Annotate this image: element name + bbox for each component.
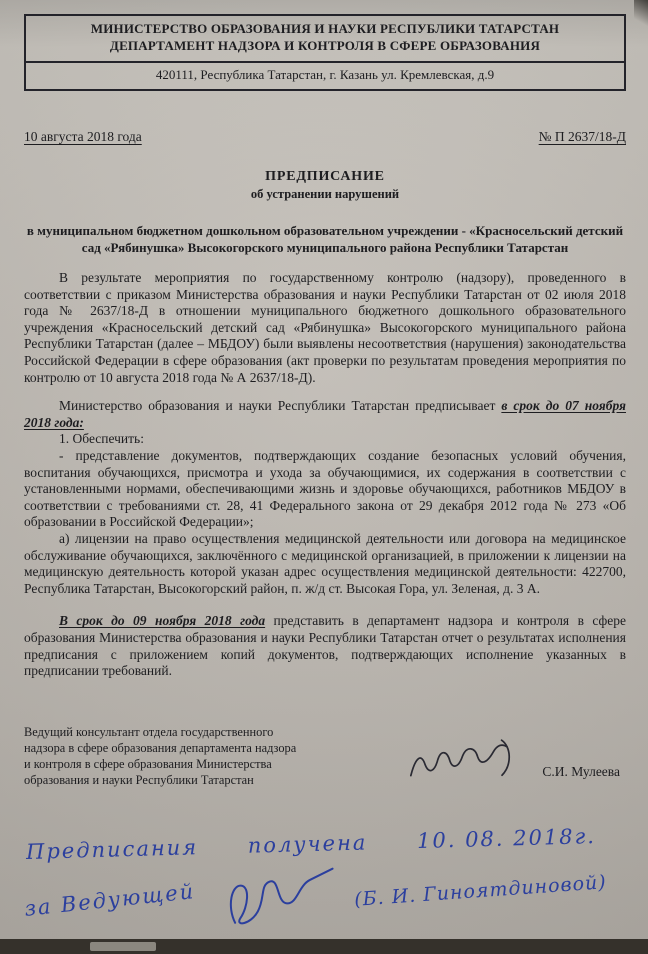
title-block <box>24 169 626 202</box>
document-title: ПРЕДПИСАНИЕ <box>265 168 385 184</box>
handwritten-line-1 <box>26 824 596 864</box>
signer-position-line: Ведущий консультант отдела государственного <box>24 724 274 739</box>
handwritten-note <box>24 824 626 954</box>
letterhead-title <box>26 16 624 63</box>
paragraph-2-text: Министерство образования и науки Республики Татарстан предписывает <box>59 398 502 414</box>
list-item-1: 1. Обеспечить: <box>59 431 144 447</box>
handwritten-word-2: получена <box>247 830 368 858</box>
signer-position <box>24 724 376 789</box>
handwritten-word-1: Предписания <box>25 834 199 864</box>
signature-block <box>24 724 626 820</box>
paragraph-1: В результате мероприятия по государственному контролю (надзору), проведенного в соответствии с приказом Министерства образования и науки Республики Татарстан от 02 июля 2018 года № 2637/18-Д в отношении муниципального бюджетного дошкольного образовательного учреждения «Красносельский детский сад «Рябинушка» Высокогорского муниципального района Республики Татарстан (далее – МБДОУ) были выявлены несоответствия (нарушения) законодательства Российской Федерации в сфере образования (акт проверки по результатам проведения мероприятия по контролю от 10 августа 2018 года № А 2637/18-Д). <box>24 270 626 385</box>
photo-corner-shadow <box>634 0 648 30</box>
document-subtitle: об устранении нарушений <box>250 186 400 201</box>
letterhead <box>24 14 626 91</box>
signer-name: С.И. Мулеева <box>542 763 620 779</box>
recipient-signature-autograph <box>216 857 347 936</box>
paragraph-2 <box>24 398 626 431</box>
signer-position-line: образования и науки Республики Татарстан <box>24 773 254 788</box>
handwritten-line-2-left: за Ведующей <box>23 878 197 921</box>
letterhead-address: 420111, Республика Татарстан, г. Казань ул. Кремлевская, д.9 <box>155 66 495 82</box>
paragraph-3 <box>24 613 626 679</box>
document-date: 10 августа 2018 года <box>24 128 142 144</box>
muleeva-signature-autograph <box>405 736 520 788</box>
document-number: № П 2637/18-Д <box>538 128 626 144</box>
deadline-1: в срок до 07 ноября 2018 года: <box>24 398 626 430</box>
list-item-1a: - представление документов, подтверждающих создание безопасных условий обучения, воспитания обучающихся, присмотра и ухода за обучающимися, их содержания в соответствии с установленными нормами, обеспечивающими жизнь и здоровье обучающихся, работников МБДОУ в соответствии с требованиями ст. 28, 41 Федерального закона от 29 декабря 2012 года № 273 «Об образовании в Российской Федерации»; <box>24 448 626 530</box>
handwritten-date: 10. 08. 2018г. <box>416 823 597 853</box>
paragraph-3-text: представить в департамент надзора и контроля в сфере образования Министерства образования и науки Республики Татарстан отчет о результатах исполнения предписания с приложением копий документов, подтверждающих исполнение указанных в предписании требований. <box>24 613 626 679</box>
deadline-2: В срок до 09 ноября 2018 года <box>59 613 266 629</box>
signer-position-line: и контроля в сфере образования Министерства <box>24 757 272 771</box>
handwritten-line-2-right: (Б. И. Гиноятдиновой) <box>353 870 608 911</box>
list-item-1b: а) лицензии на право осуществления медицинской деятельности или договора на медицинское обслуживание обучающихся, заключённого с медицинской организацией, в приложении к лицензии на медицинскую деятельность которой указан адрес осуществления медицинской деятельности: 422700, Республика Татарстан, Высокогорский район, п. ж/д ст. Высокая Гора, ул. Зеленая, д. 3 А. <box>24 531 626 596</box>
ministry-name: МИНИСТЕРСТВО ОБРАЗОВАНИЯ И НАУКИ РЕСПУБЛИКИ ТАТАРСТАН <box>90 21 560 36</box>
photo-bottom-notch <box>90 942 156 951</box>
meta-row <box>24 129 626 145</box>
signer-position-line: надзора в сфере образования департамента надзора <box>24 740 297 755</box>
photo-bottom-edge <box>0 939 648 954</box>
department-name: ДЕПАРТАМЕНТ НАДЗОРА И КОНТРОЛЯ В СФЕРЕ ОБРАЗОВАНИЯ <box>109 37 541 53</box>
addressee: в муниципальном бюджетном дошкольном образовательном учреждении - «Красносельский детский сад «Рябинушка» Высокогорского муниципального района Республики Татарстан <box>26 222 624 255</box>
